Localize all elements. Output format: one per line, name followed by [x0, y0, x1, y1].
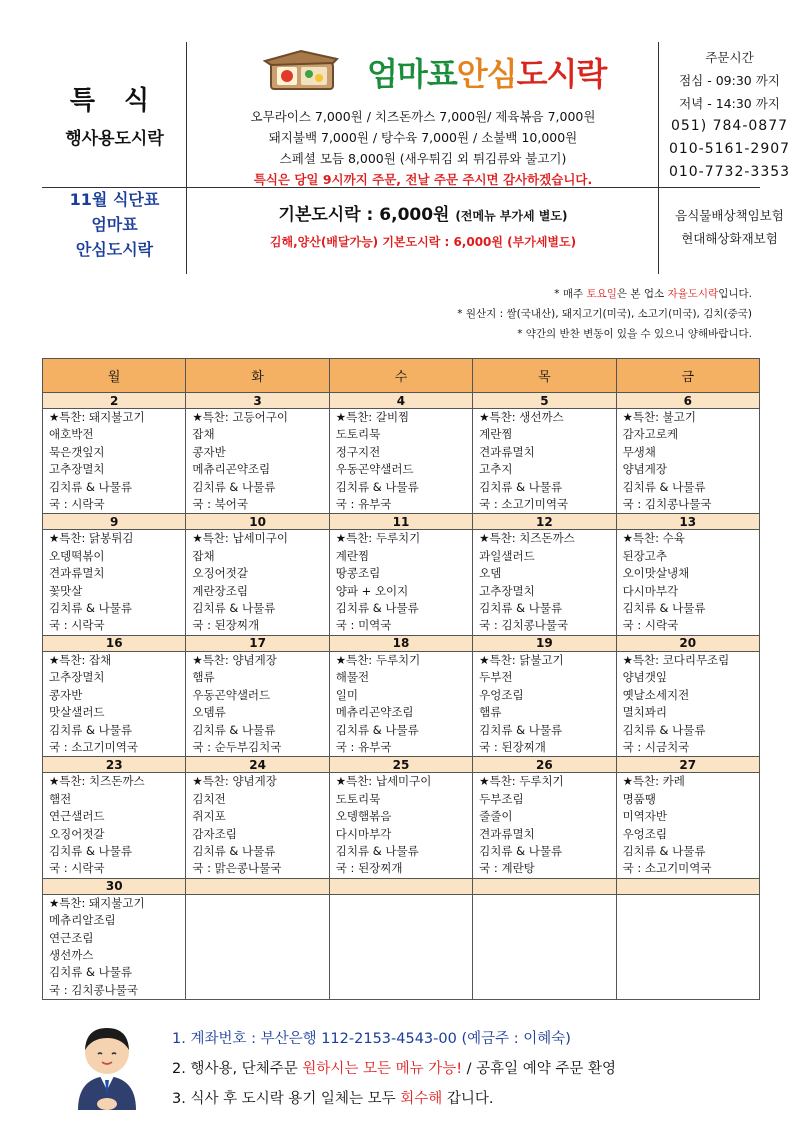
- side-dish: 김치류 & 나물류: [192, 843, 276, 858]
- side-dish: 김치류 & 나물류: [479, 601, 563, 616]
- side-dish: 도토리묵: [335, 427, 381, 442]
- side-dish: 메츄리곤약조림: [335, 705, 414, 720]
- side-dish: 맛살샐러드: [49, 705, 105, 720]
- side-dish: 옛날소세지전: [622, 687, 690, 702]
- soup-item: 국 : 소고기미역국: [49, 739, 138, 754]
- menu-cell: [186, 773, 329, 878]
- side-dish: 정구지전: [335, 444, 381, 459]
- lunchbox-icon: [257, 45, 367, 95]
- date-cell: 12: [473, 514, 616, 530]
- side-dish: 김치류 & 나물류: [622, 479, 706, 494]
- logo-text: 엄마표안심도시락: [367, 55, 607, 93]
- order-info: [659, 46, 800, 184]
- menu-row: [43, 773, 760, 878]
- menu-title-line: 안심도시락: [75, 240, 154, 259]
- special-dish: ★특찬: 닭봉튀김: [49, 531, 134, 546]
- soup-item: 국 : 북어국: [192, 497, 249, 512]
- weekday-header: 목: [473, 359, 616, 393]
- special-title: 특 식: [69, 86, 160, 116]
- side-dish: 생선까스: [49, 947, 94, 962]
- note-origin: * 원산지 : 쌀(국내산), 돼지고기(미국), 소고기(미국), 김치(중국): [457, 308, 752, 320]
- date-cell: 11: [329, 514, 472, 530]
- special-dish: ★특찬: 생선까스: [479, 410, 564, 424]
- date-cell: [473, 878, 616, 894]
- date-cell: 2: [43, 393, 186, 409]
- side-dish: 김치류 & 나물류: [335, 722, 419, 737]
- special-dish: ★특찬: 코다리무조림: [622, 652, 730, 667]
- soup-item: 국 : 시금치국: [622, 739, 690, 754]
- side-dish: 김치전: [192, 791, 226, 806]
- phone-number: 010-5161-2907: [668, 141, 791, 157]
- menu-cell: [616, 894, 759, 999]
- soup-item: 국 : 맑은콩나물국: [192, 861, 282, 876]
- date-cell: 26: [473, 757, 616, 773]
- special-dish: ★특찬: 치즈돈까스: [49, 774, 145, 789]
- soup-item: 국 : 김치콩나물국: [49, 982, 138, 997]
- weekday-header-row: [43, 359, 760, 393]
- side-dish: 양념갯잎: [622, 670, 667, 685]
- date-cell: [329, 878, 472, 894]
- side-dish: 연근조림: [49, 930, 94, 945]
- side-dish: 김치류 & 나물류: [49, 601, 132, 616]
- date-row: [43, 393, 760, 409]
- side-dish: 오뎅떡볶이: [49, 548, 105, 563]
- soup-item: 국 : 김치콩나물국: [479, 618, 569, 633]
- phone-number: 010-7732-3353: [668, 164, 791, 180]
- side-dish: 견과류멸치: [49, 566, 105, 581]
- side-dish: 김치류 & 나물류: [622, 843, 706, 858]
- side-dish: 고추장멸치: [49, 462, 105, 477]
- side-dish: 잡채: [192, 548, 215, 563]
- menu-row: [43, 530, 760, 635]
- side-dish: 김치류 & 나물류: [335, 601, 419, 616]
- side-dish: 감자조림: [192, 826, 237, 841]
- special-dish: ★특찬: 잡채: [49, 652, 112, 667]
- insurance-line: 현대해상화재보험: [681, 231, 778, 246]
- side-dish: 콩자반: [49, 687, 83, 702]
- person-icon: [72, 1020, 142, 1110]
- special-dish: ★특찬: 납세미구이: [335, 774, 432, 789]
- side-dish: 김치류 & 나물류: [335, 479, 419, 494]
- menu-cell: [329, 773, 472, 878]
- price-list: [187, 106, 659, 190]
- side-dish: 콩자반: [192, 444, 226, 459]
- date-cell: 30: [43, 878, 186, 894]
- weekday-header: 수: [329, 359, 472, 393]
- special-dish: ★특찬: 두루치기: [479, 774, 564, 789]
- menu-cell: [473, 773, 616, 878]
- menu-cell: [329, 530, 472, 635]
- side-dish: 다시마부각: [622, 583, 679, 598]
- soup-item: 국 : 시락국: [49, 497, 105, 512]
- menu-row: [43, 894, 760, 999]
- menu-cell: [186, 530, 329, 635]
- date-cell: 27: [616, 757, 759, 773]
- date-cell: 25: [329, 757, 472, 773]
- side-dish: 계란장조림: [192, 583, 248, 598]
- soup-item: 국 : 시락국: [49, 618, 105, 633]
- menu-cell: [186, 409, 329, 514]
- date-cell: 23: [43, 757, 186, 773]
- price-notice: 특식은 당일 9시까지 주문, 전날 주문 주시면 감사하겠습니다.: [253, 172, 593, 187]
- side-dish: 견과류멸치: [479, 826, 535, 841]
- weekday-header: 금: [616, 359, 759, 393]
- menu-cell: [473, 894, 616, 999]
- menu-cell: [329, 651, 472, 756]
- side-dish: 고추장멸치: [479, 583, 535, 598]
- soup-item: 국 : 순두부김치국: [192, 739, 282, 754]
- soup-item: 국 : 시락국: [622, 618, 679, 633]
- menu-row: [43, 409, 760, 514]
- side-dish: 애호박전: [49, 427, 94, 442]
- special-dish: ★특찬: 두루치기: [335, 531, 421, 546]
- side-dish: 양파 + 오이지: [335, 583, 409, 598]
- side-dish: 된장고추: [622, 548, 667, 563]
- date-cell: 20: [616, 635, 759, 651]
- menu-cell: [473, 651, 616, 756]
- special-dish: ★특찬: 양념게장: [192, 774, 277, 789]
- soup-item: 국 : 계란탕: [479, 861, 535, 876]
- date-cell: 5: [473, 393, 616, 409]
- menu-cell: [43, 773, 186, 878]
- side-dish: 김치류 & 나물류: [479, 479, 563, 494]
- basic-lunch-info: [187, 202, 659, 255]
- special-dish: ★특찬: 갈비찜: [335, 410, 410, 424]
- side-dish: 꽃맛살: [49, 583, 83, 598]
- side-dish: 김치류 & 나물류: [49, 479, 132, 494]
- side-dish: 무생채: [622, 444, 656, 459]
- special-dish: ★특찬: 닭불고기: [479, 652, 564, 667]
- date-cell: 19: [473, 635, 616, 651]
- monthly-menu-table: [42, 358, 760, 1000]
- soup-item: 국 : 유부국: [335, 739, 392, 754]
- side-dish: 김치류 & 나물류: [192, 722, 276, 737]
- order-time-title: 주문시간: [705, 50, 754, 65]
- soup-item: 국 : 유부국: [335, 497, 392, 512]
- menu-cell: [186, 894, 329, 999]
- insurance-info: [659, 204, 800, 250]
- side-dish: 햄전: [49, 791, 72, 806]
- menu-cell: [186, 651, 329, 756]
- side-dish: 우엉조림: [479, 687, 524, 702]
- insurance-line: 음식물배상책임보험: [675, 208, 784, 223]
- side-dish: 김치류 & 나물류: [622, 722, 706, 737]
- date-cell: [616, 878, 759, 894]
- group-order-note: 2. 행사용, 단체주문 원하시는 모든 메뉴 가능! / 공휴일 예약 주문 환영: [172, 1061, 617, 1077]
- menu-title-line: 11월 식단표: [69, 190, 160, 209]
- special-dish: ★특찬: 치즈돈까스: [479, 531, 575, 546]
- side-dish: 계란찜: [335, 548, 370, 563]
- side-dish: 묵은갯잎지: [49, 444, 105, 459]
- date-row: [43, 514, 760, 530]
- side-dish: 양념게장: [622, 462, 667, 477]
- date-cell: 16: [43, 635, 186, 651]
- side-dish: 우동곤약샐러드: [192, 687, 271, 702]
- date-cell: 6: [616, 393, 759, 409]
- container-return-note: 3. 식사 후 도시락 용기 일체는 모두 회수해 갑니다.: [172, 1091, 494, 1107]
- side-dish: 김치류 & 나물류: [192, 601, 276, 616]
- side-dish: 고추지: [479, 462, 513, 477]
- special-subtitle: 행사용도시락: [65, 129, 164, 149]
- side-dish: 김치류 & 나물류: [49, 722, 132, 737]
- soup-item: 국 : 소고기미역국: [479, 497, 569, 512]
- menu-title-line: 엄마표: [91, 215, 138, 234]
- bank-account: 1. 계좌번호 : 부산은행 112-2153-4543-00 (예금주 : 이혜숙): [172, 1031, 571, 1047]
- header-block: [42, 42, 791, 274]
- side-dish: 김치류 & 나물류: [192, 479, 276, 494]
- special-dish: ★특찬: 납세미구이: [192, 531, 288, 546]
- notes: [457, 284, 752, 344]
- side-dish: 멸치꽈리: [622, 705, 667, 720]
- side-dish: 김치류 & 나물류: [49, 843, 132, 858]
- menu-cell: [473, 409, 616, 514]
- phone-number: 051) 784-0877: [670, 118, 789, 134]
- note-saturday: * 매주 토요일은 본 업소 자율도시락입니다.: [554, 288, 752, 300]
- menu-cell: [329, 894, 472, 999]
- brand-logo: [257, 45, 607, 95]
- soup-item: 국 : 김치콩나물국: [622, 497, 712, 512]
- special-dish: ★특찬: 고등어구이: [192, 410, 288, 424]
- side-dish: 두부전: [479, 670, 513, 685]
- soup-item: 국 : 소고기미역국: [622, 861, 712, 876]
- menu-cell: [43, 530, 186, 635]
- side-dish: 김치류 & 나물류: [335, 843, 419, 858]
- menu-cell: [473, 530, 616, 635]
- menu-cell: [43, 651, 186, 756]
- staff-avatar: [72, 1020, 142, 1110]
- date-cell: 13: [616, 514, 759, 530]
- soup-item: 국 : 된장찌개: [479, 739, 546, 754]
- side-dish: 오징어젓갈: [49, 826, 105, 841]
- date-cell: [186, 878, 329, 894]
- special-dish: ★특찬: 불고기: [622, 410, 696, 424]
- note-variation: * 약간의 반찬 변동이 있을 수 있으니 양해바랍니다.: [517, 328, 752, 340]
- side-dish: 명품땡: [622, 791, 656, 806]
- order-lunch-time: 점심 - 09:30 까지: [679, 73, 780, 88]
- side-dish: 땅콩조림: [335, 566, 381, 581]
- price-line: 스페셜 모듬 8,000원 (새우튀김 외 튀김류와 불고기): [279, 151, 567, 166]
- menu-cell: [616, 773, 759, 878]
- date-cell: 24: [186, 757, 329, 773]
- special-dish: ★특찬: 양념게장: [192, 652, 277, 667]
- side-dish: 오징어젓갈: [192, 566, 248, 581]
- menu-cell: [616, 530, 759, 635]
- side-dish: 햄류: [479, 705, 502, 720]
- side-dish: 쥐지포: [192, 809, 226, 824]
- special-dish: ★특찬: 돼지불고기: [49, 895, 145, 910]
- menu-cell: [43, 894, 186, 999]
- side-dish: 일미: [335, 687, 358, 702]
- side-dish: 우엉조림: [622, 826, 667, 841]
- side-dish: 우동곤약샐러드: [335, 462, 414, 477]
- side-dish: 오이맛살냉채: [622, 566, 690, 581]
- side-dish: 햄류: [192, 670, 215, 685]
- side-dish: 해물전: [335, 670, 370, 685]
- order-dinner-time: 저녁 - 14:30 까지: [679, 96, 780, 111]
- side-dish: 연근샐러드: [49, 809, 105, 824]
- date-row: [43, 757, 760, 773]
- footer-info: [172, 1024, 616, 1114]
- side-dish: 미역자반: [622, 809, 667, 824]
- side-dish: 고추장멸치: [49, 670, 105, 685]
- special-dish: ★특찬: 수육: [622, 531, 685, 546]
- side-dish: 두부조림: [479, 791, 524, 806]
- side-dish: 김치류 & 나물류: [622, 601, 706, 616]
- menu-cell: [329, 409, 472, 514]
- side-dish: 도토리묵: [335, 791, 381, 806]
- soup-item: 국 : 미역국: [335, 618, 392, 633]
- menu-row: [43, 651, 760, 756]
- side-dish: 다시마부각: [335, 826, 392, 841]
- special-dish: ★특찬: 카레: [622, 774, 685, 789]
- soup-item: 국 : 된장찌개: [335, 861, 403, 876]
- date-cell: 9: [43, 514, 186, 530]
- side-dish: 과일샐러드: [479, 548, 535, 563]
- special-dish: ★특찬: 두루치기: [335, 652, 421, 667]
- price-line: 돼지불백 7,000원 / 탕수육 7,000원 / 소불백 10,000원: [268, 130, 578, 145]
- basic-delivery-price: 김해,양산(배달가능) 기본도시락 : 6,000원 (부가세별도): [269, 235, 577, 249]
- menu-cell: [616, 409, 759, 514]
- side-dish: 잡채: [192, 427, 215, 442]
- menu-cell: [43, 409, 186, 514]
- weekday-header: 화: [186, 359, 329, 393]
- side-dish: 김치류 & 나물류: [49, 965, 132, 980]
- side-dish: 오뎀류: [192, 705, 226, 720]
- side-dish: 계란찜: [479, 427, 513, 442]
- side-dish: 김치류 & 나물류: [479, 843, 563, 858]
- menu-body: [43, 393, 760, 1000]
- basic-price: 기본도시락 : 6,000원 (전메뉴 부가세 별도): [278, 205, 568, 225]
- date-row: [43, 635, 760, 651]
- price-line: 오무라이스 7,000원 / 치즈돈까스 7,000원/ 제육볶음 7,000원: [250, 109, 596, 124]
- date-row: [43, 878, 760, 894]
- date-cell: 17: [186, 635, 329, 651]
- side-dish: 줄줄이: [479, 809, 513, 824]
- weekday-header: 월: [43, 359, 186, 393]
- special-dish: ★특찬: 돼지불고기: [49, 410, 145, 424]
- side-dish: 오뎀: [479, 566, 502, 581]
- menu-title: [42, 187, 187, 262]
- date-cell: 10: [186, 514, 329, 530]
- side-dish: 감자고로케: [622, 427, 679, 442]
- date-cell: 3: [186, 393, 329, 409]
- side-dish: 메츄리알조림: [49, 913, 116, 928]
- date-cell: 18: [329, 635, 472, 651]
- soup-item: 국 : 된장찌개: [192, 618, 260, 633]
- date-cell: 4: [329, 393, 472, 409]
- soup-item: 국 : 시락국: [49, 861, 105, 876]
- menu-cell: [616, 651, 759, 756]
- side-dish: 견과류멸치: [479, 444, 535, 459]
- side-dish: 오뎅햄볶음: [335, 809, 392, 824]
- side-dish: 김치류 & 나물류: [479, 722, 563, 737]
- side-dish: 메츄리곤약조림: [192, 462, 271, 477]
